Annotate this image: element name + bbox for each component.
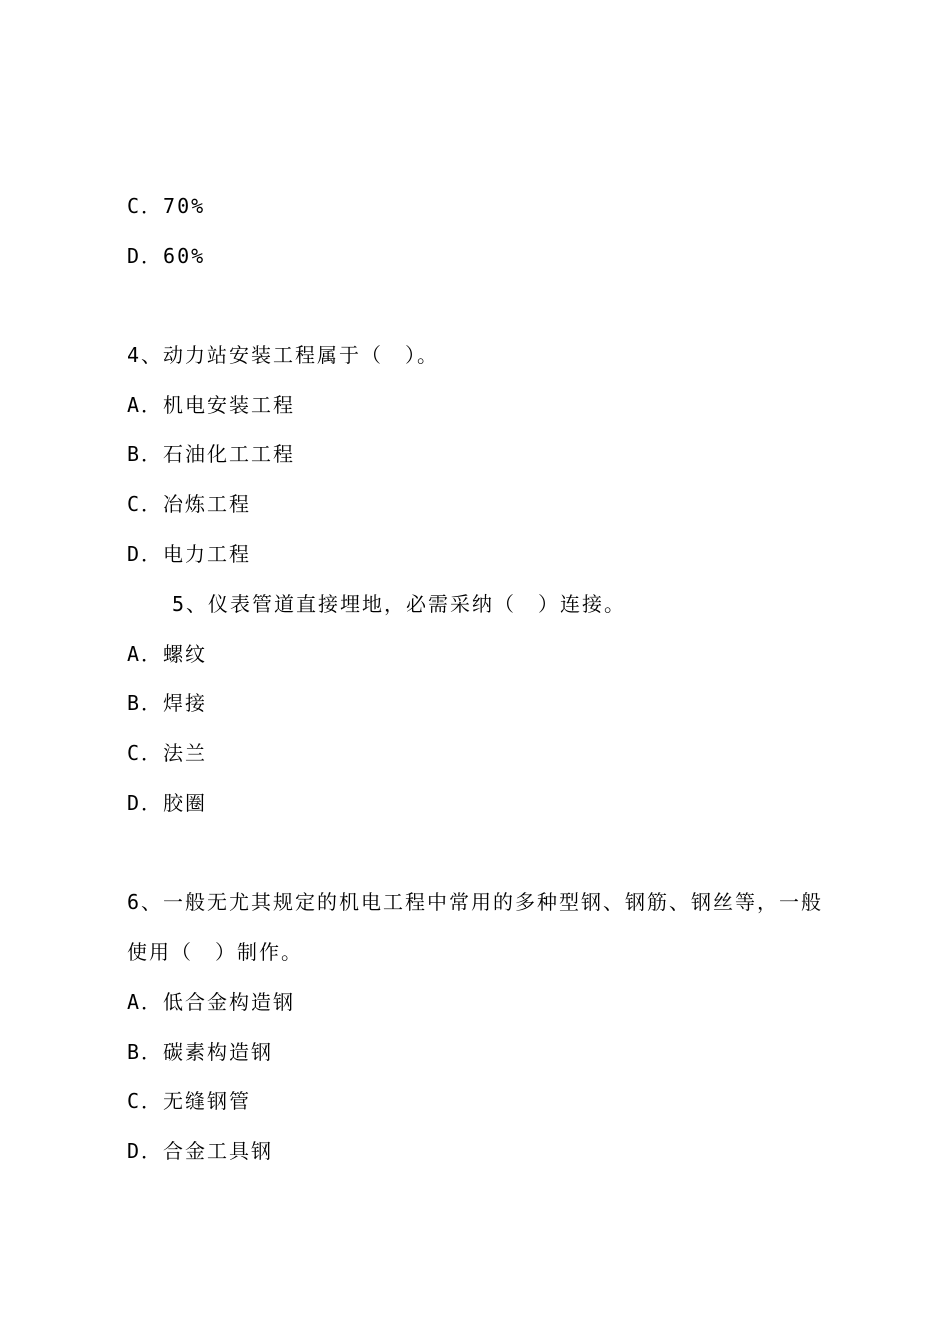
q4-stem: 4、动力站安装工程属于（ ）。 <box>127 343 440 367</box>
q5-option-c: C．法兰 <box>127 741 208 765</box>
q6-option-b: B．碳素构造钢 <box>127 1040 274 1064</box>
q6-stem-line1: 6、一般无尤其规定的机电工程中常用的多种型钢、钢筋、钢丝等，一般 <box>127 890 824 914</box>
q4-option-d: D．电力工程 <box>127 542 252 566</box>
q6-option-a: A．低合金构造钢 <box>127 990 296 1014</box>
q4-option-b: B．石油化工工程 <box>127 442 296 466</box>
q6-option-c: C．无缝钢管 <box>127 1089 252 1113</box>
q5-stem: 5、仪表管道直接埋地，必需采纳（ ）连接。 <box>172 592 627 616</box>
q5-option-b: B．焊接 <box>127 691 208 715</box>
q6-stem-line2: 使用（ ）制作。 <box>127 940 303 964</box>
q5-option-a: A．螺纹 <box>127 642 208 666</box>
q4-option-c: C．冶炼工程 <box>127 492 252 516</box>
q4-option-a: A．机电安装工程 <box>127 393 296 417</box>
q6-option-d: D．合金工具钢 <box>127 1139 274 1163</box>
q3-option-d: D．60% <box>127 244 206 268</box>
q5-option-d: D．胶圈 <box>127 791 208 815</box>
q3-option-c: C．70% <box>127 194 206 218</box>
